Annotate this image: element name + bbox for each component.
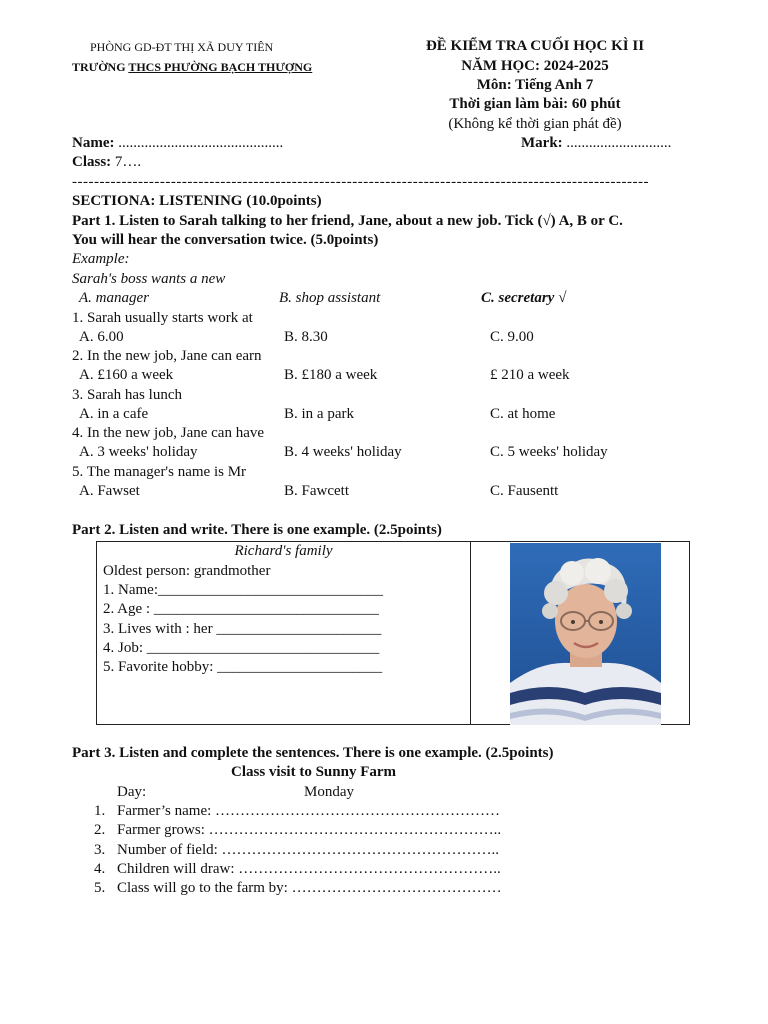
part2-instruction: Part 2. Listen and write. There is one example. (2.5points) xyxy=(72,522,442,538)
q1-option-c[interactable]: C. 9.00 xyxy=(490,329,534,345)
day-label: Day: xyxy=(117,784,147,800)
duration: Thời gian làm bài: 60 phút xyxy=(449,96,621,112)
box-divider xyxy=(470,542,471,724)
mark-label: Mark: xyxy=(521,135,563,151)
duration-note: (Không kể thời gian phát đề) xyxy=(448,116,622,132)
question-3: 3. Sarah has lunch xyxy=(72,387,182,403)
school-name xyxy=(72,60,312,75)
p3-item-3-num: 3. xyxy=(94,842,106,858)
grandmother-photo xyxy=(510,543,661,725)
p3-item-1-num: 1. xyxy=(94,803,106,819)
example-label: Example: xyxy=(72,251,130,267)
q5-option-a[interactable]: A. Fawset xyxy=(79,483,140,499)
class-value: 7…. xyxy=(111,154,142,170)
q5-option-b[interactable]: B. Fawcett xyxy=(284,483,349,499)
q5-option-c[interactable]: C. Fausentt xyxy=(490,483,559,499)
q1-option-a[interactable]: A. 6.00 xyxy=(79,329,124,345)
subject: Môn: Tiếng Anh 7 xyxy=(476,77,594,93)
mark-field[interactable] xyxy=(521,135,671,152)
name-field[interactable] xyxy=(72,135,283,152)
class-field[interactable] xyxy=(72,154,141,171)
hobby-line[interactable]: 5. Favorite hobby: ______________________ xyxy=(103,659,383,675)
mark-blank: ............................ xyxy=(562,135,672,151)
farmer-name-line[interactable]: Farmer’s name: ………………………………………………… xyxy=(117,803,501,819)
q4-option-c[interactable]: C. 5 weeks' holiday xyxy=(490,444,608,460)
day-value: Monday xyxy=(304,784,354,800)
section-a-title: SECTIONA: LISTENING (10.0points) xyxy=(72,193,322,209)
class-label: Class: xyxy=(72,154,112,170)
children-draw-line[interactable]: Children will draw: …………………………………………….. xyxy=(117,861,501,877)
example-option-c: C. secretary √ xyxy=(481,290,567,306)
name-label: Name: xyxy=(72,135,115,151)
question-2: 2. In the new job, Jane can earn xyxy=(72,348,262,364)
number-of-field-line[interactable]: Number of field: ……………………………………………….. xyxy=(117,842,500,858)
q4-option-a[interactable]: A. 3 weeks' holiday xyxy=(79,444,198,460)
q3-option-a[interactable]: A. in a cafe xyxy=(79,406,149,422)
p3-item-2-num: 2. xyxy=(94,822,106,838)
q3-option-c[interactable]: C. at home xyxy=(490,406,556,422)
question-1: 1. Sarah usually starts work at xyxy=(72,310,253,326)
p3-item-5-num: 5. xyxy=(94,880,106,896)
name-line[interactable]: 1. Name:______________________________ xyxy=(103,582,383,598)
school-prefix: TRƯỜNG xyxy=(72,60,129,74)
school-name-underlined: THCS PHƯỜNG BẠCH THƯỢNG xyxy=(128,60,313,74)
job-line[interactable]: 4. Job: _______________________________ xyxy=(103,640,380,656)
part3-instruction: Part 3. Listen and complete the sentences. There is one example. (2.5points) xyxy=(72,745,554,761)
oldest-person-line: Oldest person: grandmother xyxy=(103,563,271,579)
school-year: NĂM HỌC: 2024-2025 xyxy=(461,58,609,74)
name-blank: ............................................ xyxy=(114,135,284,151)
q2-option-a[interactable]: A. £160 a week xyxy=(79,367,174,383)
richards-family-box xyxy=(96,541,690,725)
farm-transport-line[interactable]: Class will go to the farm by: …………………………………… xyxy=(117,880,502,896)
box-title: Richard's family xyxy=(234,543,333,559)
q3-option-b[interactable]: B. in a park xyxy=(284,406,354,422)
question-4: 4. In the new job, Jane can have xyxy=(72,425,265,441)
divider-line: --------------------------------------------------------------------------------------------------------- xyxy=(72,174,649,190)
q2-option-c[interactable]: £ 210 a week xyxy=(490,367,570,383)
part3-subtitle: Class visit to Sunny Farm xyxy=(231,764,397,780)
example-question: Sarah's boss wants a new xyxy=(72,271,226,287)
p3-item-4-num: 4. xyxy=(94,861,106,877)
department-name: PHÒNG GD-ĐT THỊ XÃ DUY TIÊN xyxy=(90,40,274,54)
q2-option-b[interactable]: B. £180 a week xyxy=(284,367,378,383)
exam-title: ĐỀ KIỂM TRA CUỐI HỌC KÌ II xyxy=(425,38,645,54)
q4-option-b[interactable]: B. 4 weeks' holiday xyxy=(284,444,402,460)
lives-with-line[interactable]: 3. Lives with : her ______________________ xyxy=(103,621,382,637)
part1-instruction-line1: Part 1. Listen to Sarah talking to her friend, Jane, about a new job. Tick (√) A, B or C. xyxy=(72,213,623,229)
example-option-a: A. manager xyxy=(79,290,149,306)
farmer-grows-line[interactable]: Farmer grows: ………………………………………………….. xyxy=(117,822,502,838)
part1-instruction-line2: You will hear the conversation twice. (5.0points) xyxy=(72,232,379,248)
question-5: 5. The manager's name is Mr xyxy=(72,464,247,480)
q1-option-b[interactable]: B. 8.30 xyxy=(284,329,328,345)
example-option-b: B. shop assistant xyxy=(279,290,381,306)
age-line[interactable]: 2. Age : ______________________________ xyxy=(103,601,379,617)
